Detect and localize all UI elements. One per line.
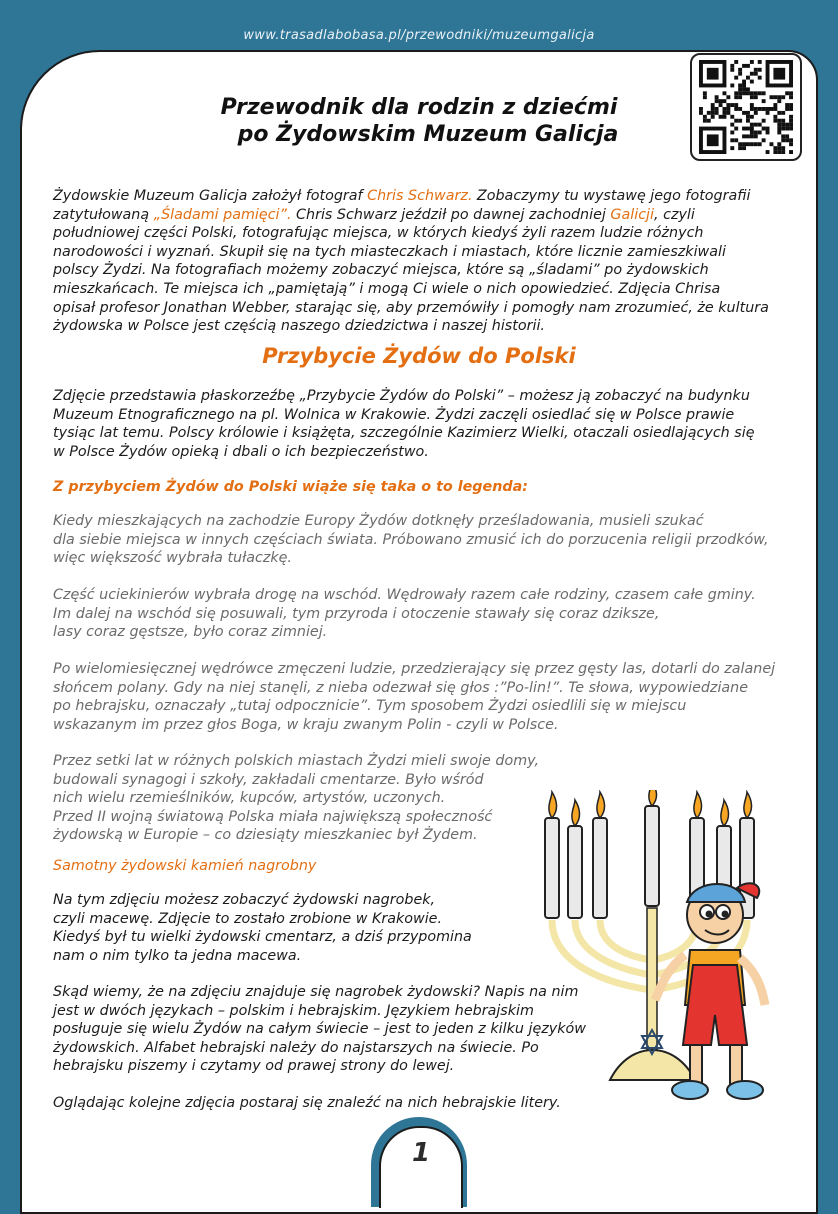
arrival-paragraph: Zdjęcie przedstawia płaskorzeźbę „Przybycie Żydów do Polski” – możesz ją zobaczyć na budynku Muzeum Etnograficznego na pl. Wolnica w Krakowie. Żydzi zaczęli osiedlać się w Polsce prawie tysiąc lat temu. Polscy królowie i książęta, szczególnie Kazimierz Wielki, otaczali osiedlających się w Polsce Żydów opieką i dbali o ich bezpieczeństwo. bbox=[53, 388, 755, 460]
tombstone-paragraph-1: Na tym zdjęciu możesz zobaczyć żydowski nagrobek, czyli macewę. Zdjęcie to zostało zrobione w Krakowie. Kiedyś był tu wielki żydowski cmentarz, a dziś przypomina nam o nim tylko ta jedna macewa. bbox=[53, 892, 472, 964]
legend-paragraph-2: Część uciekinierów wybrała drogę na wschód. Wędrowały razem całe rodziny, czasem całe gminy. Im dalej na wschód się posuwali, tym przyroda i otoczenie stawały się coraz dziksze, lasy coraz gęstsze, było coraz zimniej. bbox=[53, 587, 756, 641]
exhibition-name: „Śladami pamięci”. bbox=[153, 206, 292, 223]
intro-paragraph bbox=[53, 187, 793, 336]
page-number-badge bbox=[379, 1126, 463, 1208]
region-name: Galicji bbox=[610, 206, 654, 223]
source-url[interactable]: www.trasadlabobasa.pl/przewodniki/muzeumgalicja bbox=[243, 28, 595, 43]
legend-paragraph-4: Przez setki lat w różnych polskich miastach Żydzi mieli swoje domy, budowali synagogi i szkoły, zakładali cmentarze. Było wśród nich wielu rzemieślników, kupców, artystów, uczonych. Przed II wojną światową Polska miała największą społeczność żydowską w Europie – co dziesiąty mieszkaniec był Żydem. bbox=[53, 753, 540, 844]
page-number: 1 bbox=[411, 1138, 431, 1168]
legend-paragraph-3: Po wielomiesięcznej wędrówce zmęczeni ludzie, przedzierający się przez gęsty las, dotarli do zalanej słońcem polany. Gdy na niej stanęli, z nieba odezwał się głos :”Po-lin!”. Te słowa, wypowiedziane po hebrajsku, oznaczały „tutaj odpocznicie”. Tym sposobem Żydzi osiedlili się w miejscu wskazanym im przez głos Boga, w kraju zwanym Polin - czyli w Polsce. bbox=[53, 661, 776, 733]
title-line-2: po Żydowskim Muzeum Galicja bbox=[237, 122, 619, 147]
tombstone-heading: Samotny żydowski kamień nagrobny bbox=[53, 858, 317, 874]
page-title bbox=[0, 94, 838, 148]
intro-text-2: Zobaczymy tu wystawę jego fotografii zatytułowaną bbox=[53, 188, 751, 223]
tombstone-paragraph-2: Skąd wiemy, że na zdjęciu znajduje się nagrobek żydowski? Napis na nim jest w dwóch językach – polskim i hebrajskim. Językiem hebrajskim posługuje się wielu Żydów na całym świecie – jest to jeden z kilku języków żydowskich. Alfabet hebrajski należy do najstarszych na świecie. Po hebrajsku piszemy i czytamy od prawej strony do lewej. bbox=[53, 984, 586, 1075]
intro-text-3: Chris Schwarz jeździł po dawnej zachodniej bbox=[291, 206, 611, 223]
tombstone-paragraph-3: Oglądając kolejne zdjęcia postaraj się znaleźć na nich hebrajskie litery. bbox=[53, 1095, 561, 1111]
legend-heading: Z przybyciem Żydów do Polski wiąże się taka o to legenda: bbox=[53, 479, 529, 495]
section-title-arrival: Przybycie Żydów do Polski bbox=[262, 344, 576, 368]
photographer-name: Chris Schwarz. bbox=[367, 188, 473, 204]
intro-text-4: , czyli południowej części Polski, fotografując miejsca, w których kiedyś żyli razem ludzie różnych narodowości i wyznań. Skupił się na tych miasteczkach i miastach, które licznie zamieszkiwali polscy Żydzi. Na fotografiach możemy zobaczyć miejsca, które są „śladami” po żydowskich mieszkańcach. Te miejsca ich „pamiętają” i mogą Ci wiele o nich opowiedzieć. Zdjęcia Chrisa opisał profesor Jonathan Webber, starając się, aby przemówiły i pomogły nam zrozumieć, że kultura żydowska w Polsce jest częścią naszego dziedzictwa i naszej historii. bbox=[53, 206, 769, 335]
legend-paragraph-1: Kiedy mieszkających na zachodzie Europy Żydów dotknęły prześladowania, musieli szukać dla siebie miejsca w innych częściach świata. Próbowano zmusić ich do porzucenia religii przodków, więc większość wybrała tułaczkę. bbox=[53, 513, 769, 567]
menorah-boy-illustration-icon bbox=[535, 790, 800, 1130]
title-line-1: Przewodnik dla rodzin z dziećmi bbox=[220, 95, 618, 120]
intro-text-1: Żydowskie Muzeum Galicja założył fotograf bbox=[53, 188, 368, 204]
